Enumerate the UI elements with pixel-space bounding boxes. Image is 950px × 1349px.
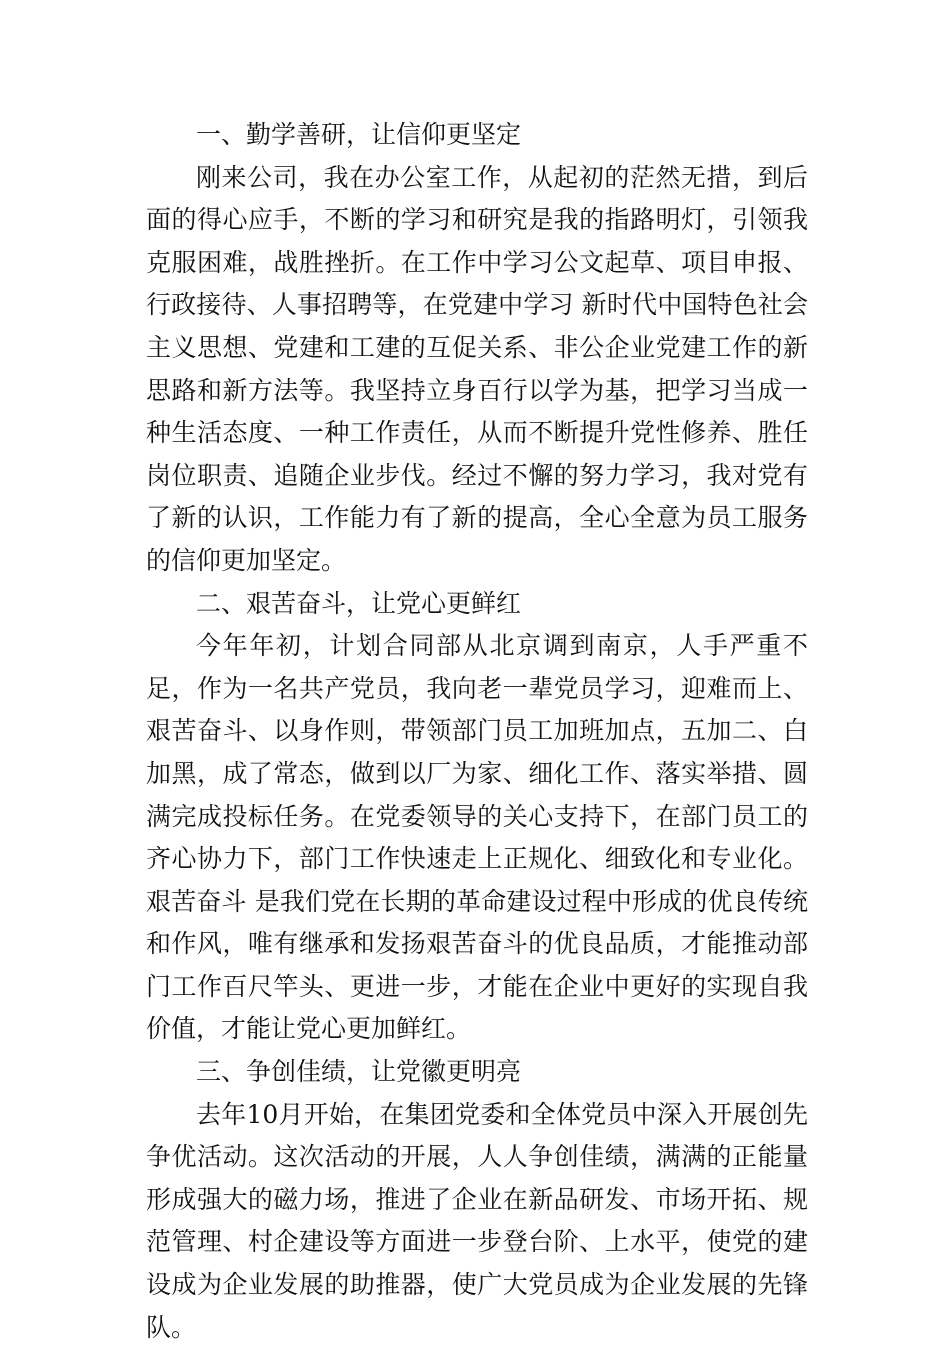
section-1-paragraph: 刚来公司，我在办公室工作，从起初的茫然无措，到后面的得心应手，不断的学习和研究是我的指路明灯，引领我克服困难，战胜挫折。在工作中学习公文起草、项目申报、行政接待、人事招聘等，在党建中学习 新时代中国特色社会主义思想、党建和工建的互促关系、非公企业党建工作的新思路和新方法等。我坚持立身百行以学为基，把学习当成一种生活态度、一种工作责任，从而不断提升党性修养、胜任岗位职责、追随企业步伐。经过不懈的努力学习，我对党有了新的认识，工作能力有了新的提高，全心全意为员工服务的信仰更加坚定。: [146, 162, 808, 575]
section-2-heading: 二、艰苦奋斗，让党心更鲜红: [196, 588, 522, 618]
section-1-heading: 一、勤学善研，让信仰更坚定: [196, 120, 522, 149]
section-2-paragraph: 今年年初，计划合同部从北京调到南京，人手严重不足，作为一名共产党员，我向老一辈党员学习，迎难而上、艰苦奋斗、以身作则，带领部门员工加班加点，五加二、白加黑，成了常态，做到以厂为家、细化工作、落实举措、圆满完成投标任务。在党委领导的关心支持下，在部门员工的齐心协力下，部门工作快速走上正规化、细致化和专业化。 艰苦奋斗 是我们党在长期的革命建设过程中形成的优良传统和作风，唯有继承和发扬艰苦奋斗的优良品质，才能推动部门工作百尺竿头、更进一步，才能在企业中更好的实现自我价值，才能让党心更加鲜红。: [146, 631, 808, 1044]
document-body: [146, 114, 808, 1349]
section-3-heading: 三、争创佳绩，让党徽更明亮: [196, 1057, 522, 1087]
section-3-paragraph: 去年10月开始，在集团党委和全体党员中深入开展创先争优活动。这次活动的开展，人人争创佳绩，满满的正能量形成强大的磁力场，推进了企业在新品研发、市场开拓、规范管理、村企建设等方面进一步登台阶、上水平，使党的建设成为企业发展的助推器，使广大党员成为企业发展的先锋队。: [146, 1099, 808, 1342]
